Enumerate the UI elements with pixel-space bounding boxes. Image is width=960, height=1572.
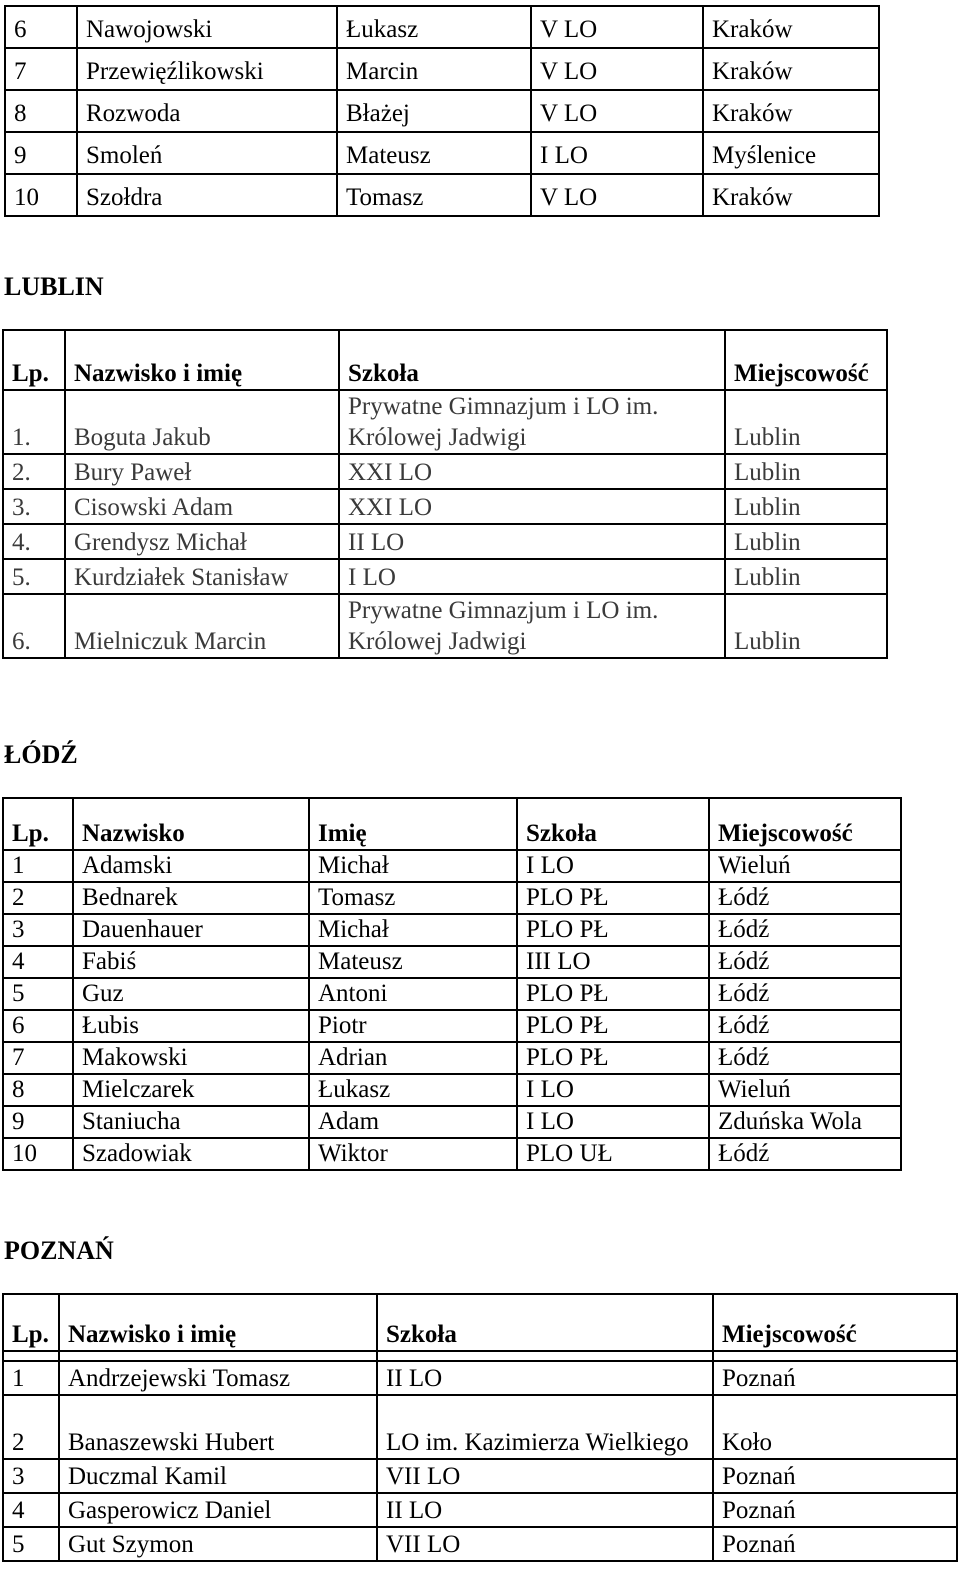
cell-city: Lublin (725, 524, 887, 559)
table-row (3, 1042, 901, 1074)
cell-city: Kraków (703, 174, 879, 216)
section-heading-lublin: LUBLIN (4, 272, 104, 301)
cell-school: I LO (517, 850, 709, 882)
krakow-table (4, 5, 880, 217)
lublin-table (2, 329, 888, 659)
table-row (3, 594, 887, 658)
cell-city: Poznań (713, 1493, 957, 1527)
table-row (3, 559, 887, 594)
cell-lp: 4. (3, 524, 65, 559)
cell-name: Grendysz Michał (65, 524, 339, 559)
cell-school: Prywatne Gimnazjum i LO im. Królowej Jadwigi (339, 390, 725, 454)
cell-surname: Smoleń (77, 132, 337, 174)
cell-school: V LO (531, 174, 703, 216)
header-name: Nazwisko i imię (65, 330, 339, 390)
cell-lp: 6 (5, 6, 77, 48)
table-row (3, 1106, 901, 1138)
cell-city: Łódź (709, 978, 901, 1010)
cell-surname: Przewięźlikowski (77, 48, 337, 90)
cell-city: Myślenice (703, 132, 879, 174)
cell-surname: Mielczarek (73, 1074, 309, 1106)
table-row (5, 174, 879, 216)
cell-name: Marcin (337, 48, 531, 90)
header-name: Nazwisko i imię (59, 1294, 377, 1351)
header-surname: Nazwisko (73, 798, 309, 850)
cell-city: Łódź (709, 914, 901, 946)
cell-name: Andrzejewski Tomasz (59, 1361, 377, 1395)
header-lp: Lp. (3, 798, 73, 850)
cell-lp: 1 (3, 1361, 59, 1395)
cell-lp: 4 (3, 1493, 59, 1527)
table-row (3, 489, 887, 524)
header-lp: Lp. (3, 330, 65, 390)
cell-lp: 8 (5, 90, 77, 132)
cell-name: Łukasz (309, 1074, 517, 1106)
cell-lp: 9 (5, 132, 77, 174)
cell-school: V LO (531, 6, 703, 48)
cell-lp: 3 (3, 914, 73, 946)
cell-name: Gasperowicz Daniel (59, 1493, 377, 1527)
table-row (3, 946, 901, 978)
table-header-row (3, 798, 901, 850)
table-row (3, 850, 901, 882)
cell-name: Gut Szymon (59, 1527, 377, 1561)
cell-lp: 7 (3, 1042, 73, 1074)
cell-school: II LO (377, 1493, 713, 1527)
header-city: Miejscowość (709, 798, 901, 850)
section-heading-poznan: POZNAŃ (4, 1236, 114, 1265)
cell-school: VII LO (377, 1527, 713, 1561)
cell-city: Kraków (703, 48, 879, 90)
lodz-table (2, 797, 902, 1171)
cell-school: VII LO (377, 1459, 713, 1493)
header-city: Miejscowość (725, 330, 887, 390)
cell-lp: 2 (3, 1395, 59, 1459)
cell-lp: 8 (3, 1074, 73, 1106)
cell-school: PLO PŁ (517, 914, 709, 946)
cell-school: PLO PŁ (517, 882, 709, 914)
cell-school: XXI LO (339, 489, 725, 524)
cell-city: Łódź (709, 882, 901, 914)
cell-school: I LO (517, 1074, 709, 1106)
header-city: Miejscowość (713, 1294, 957, 1351)
cell-city: Wieluń (709, 850, 901, 882)
table-header-row (3, 330, 887, 390)
cell-surname: Fabiś (73, 946, 309, 978)
table-row (3, 882, 901, 914)
cell-school: II LO (339, 524, 725, 559)
table-row (5, 90, 879, 132)
cell-lp: 10 (5, 174, 77, 216)
cell-name: Antoni (309, 978, 517, 1010)
cell-surname: Szołdra (77, 174, 337, 216)
section-heading-lodz: ŁÓDŹ (4, 740, 78, 769)
cell-city: Zduńska Wola (709, 1106, 901, 1138)
cell-name: Banaszewski Hubert (59, 1395, 377, 1459)
cell-lp: 5 (3, 1527, 59, 1561)
cell-name: Mateusz (337, 132, 531, 174)
table-row (3, 1138, 901, 1170)
cell-lp: 5 (3, 978, 73, 1010)
cell-name: Cisowski Adam (65, 489, 339, 524)
cell-school: II LO (377, 1361, 713, 1395)
cell-school: XXI LO (339, 454, 725, 489)
table-row (3, 978, 901, 1010)
table-row (3, 390, 887, 454)
cell-school: V LO (531, 48, 703, 90)
cell-name: Piotr (309, 1010, 517, 1042)
cell-city: Kraków (703, 90, 879, 132)
cell-name: Boguta Jakub (65, 390, 339, 454)
cell-school: I LO (517, 1106, 709, 1138)
cell-name: Wiktor (309, 1138, 517, 1170)
cell-surname: Łubis (73, 1010, 309, 1042)
cell-city: Kraków (703, 6, 879, 48)
table-row (3, 524, 887, 559)
cell-city: Łódź (709, 946, 901, 978)
cell-name: Bury Paweł (65, 454, 339, 489)
cell-name: Michał (309, 850, 517, 882)
cell-lp: 5. (3, 559, 65, 594)
cell-school: PLO PŁ (517, 1042, 709, 1074)
table-row (3, 1074, 901, 1106)
cell-surname: Nawojowski (77, 6, 337, 48)
cell-surname: Makowski (73, 1042, 309, 1074)
cell-name: Tomasz (337, 174, 531, 216)
cell-city: Wieluń (709, 1074, 901, 1106)
cell-school: PLO UŁ (517, 1138, 709, 1170)
cell-lp: 10 (3, 1138, 73, 1170)
cell-school: I LO (339, 559, 725, 594)
table-row (5, 6, 879, 48)
cell-name: Adam (309, 1106, 517, 1138)
cell-name: Mateusz (309, 946, 517, 978)
cell-school: III LO (517, 946, 709, 978)
cell-name: Duczmal Kamil (59, 1459, 377, 1493)
cell-lp: 4 (3, 946, 73, 978)
table-row (3, 1527, 957, 1561)
cell-school: I LO (531, 132, 703, 174)
table-header-row (3, 1294, 957, 1351)
cell-lp: 2 (3, 882, 73, 914)
cell-name: Łukasz (337, 6, 531, 48)
cell-city: Lublin (725, 489, 887, 524)
cell-school: PLO PŁ (517, 1010, 709, 1042)
cell-school: PLO PŁ (517, 978, 709, 1010)
header-lp: Lp. (3, 1294, 59, 1351)
cell-lp: 3 (3, 1459, 59, 1493)
cell-city: Łódź (709, 1010, 901, 1042)
cell-surname: Staniucha (73, 1106, 309, 1138)
cell-lp: 1 (3, 850, 73, 882)
table-row (5, 48, 879, 90)
cell-surname: Szadowiak (73, 1138, 309, 1170)
cell-lp: 1. (3, 390, 65, 454)
table-row (3, 454, 887, 489)
header-school: Szkoła (377, 1294, 713, 1351)
cell-lp: 7 (5, 48, 77, 90)
cell-lp: 2. (3, 454, 65, 489)
table-row (3, 1493, 957, 1527)
cell-city: Łódź (709, 1042, 901, 1074)
header-school: Szkoła (517, 798, 709, 850)
cell-surname: Guz (73, 978, 309, 1010)
cell-name: Kurdziałek Stanisław (65, 559, 339, 594)
table-row (3, 1361, 957, 1395)
cell-surname: Adamski (73, 850, 309, 882)
cell-city: Poznań (713, 1459, 957, 1493)
cell-city: Lublin (725, 594, 887, 658)
cell-lp: 9 (3, 1106, 73, 1138)
cell-lp: 3. (3, 489, 65, 524)
cell-name: Michał (309, 914, 517, 946)
cell-surname: Rozwoda (77, 90, 337, 132)
cell-name: Adrian (309, 1042, 517, 1074)
header-name: Imię (309, 798, 517, 850)
cell-city: Lublin (725, 390, 887, 454)
cell-lp: 6 (3, 1010, 73, 1042)
cell-name: Tomasz (309, 882, 517, 914)
cell-city: Poznań (713, 1527, 957, 1561)
table-row (3, 914, 901, 946)
table-row (3, 1395, 957, 1459)
table-row (5, 132, 879, 174)
cell-city: Lublin (725, 559, 887, 594)
cell-city: Lublin (725, 454, 887, 489)
cell-school: LO im. Kazimierza Wielkiego (377, 1395, 713, 1459)
cell-city: Koło (713, 1395, 957, 1459)
poznan-table (2, 1293, 958, 1562)
table-row (3, 1010, 901, 1042)
table-spacer-row (3, 1351, 957, 1361)
cell-lp: 6. (3, 594, 65, 658)
table-row (3, 1459, 957, 1493)
cell-name: Mielniczuk Marcin (65, 594, 339, 658)
cell-city: Łódź (709, 1138, 901, 1170)
cell-city: Poznań (713, 1361, 957, 1395)
cell-school: Prywatne Gimnazjum i LO im. Królowej Jadwigi (339, 594, 725, 658)
cell-school: V LO (531, 90, 703, 132)
cell-name: Błażej (337, 90, 531, 132)
cell-surname: Bednarek (73, 882, 309, 914)
cell-surname: Dauenhauer (73, 914, 309, 946)
header-school: Szkoła (339, 330, 725, 390)
